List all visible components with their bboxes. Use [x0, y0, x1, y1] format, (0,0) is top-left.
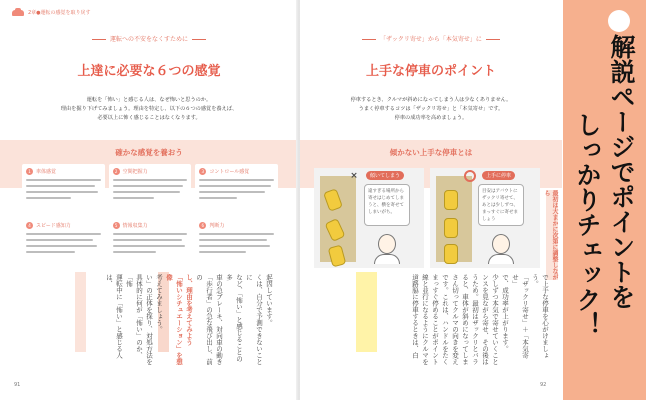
body-line: い」の正体を探り、対処方法を	[145, 274, 153, 365]
car-icon	[444, 244, 458, 264]
right-band-title: 傾かない上手な停車とは	[389, 148, 473, 157]
left-intro-line: 運転を「怖い」と感じる人は、なぜ怖いと思うのか。	[86, 97, 212, 103]
left-subtitle-text: 運転への不安をなくすために	[109, 36, 188, 43]
card-number: 6	[199, 222, 206, 229]
good-bubble: 目安はアバウトにザックリ寄せて、あとは少しずつ、まっすぐに寄せましょう	[478, 184, 524, 226]
sense-card	[22, 218, 105, 268]
sense-cards	[22, 164, 278, 268]
body-line: 車の急ブレーキ、対向車の動き	[215, 274, 223, 365]
body-line: で上手な停車を心がけましょう。	[531, 274, 549, 359]
body-line: 考えてみましょう。	[155, 274, 163, 333]
right-intro-line: 停車の成功率を高めましょう。	[394, 115, 468, 121]
page-number: 92	[540, 382, 547, 388]
car-icon	[444, 218, 458, 238]
card-number: 4	[26, 222, 33, 229]
side-note: 最初は大まかに次第に調整しながら	[543, 190, 558, 280]
body-line: 「ザックリ寄せ」＋「本気寄せ」	[511, 274, 529, 359]
left-body-text	[22, 274, 274, 368]
instructor-illustration	[374, 234, 400, 264]
card-number: 3	[199, 168, 206, 175]
bad-label: 傾いてしまう	[366, 171, 404, 180]
callout-line-1: 解説ページでポイントを	[607, 34, 636, 309]
body-line: 「歩行者」の急な飛び出し、前の	[195, 274, 213, 365]
left-intro	[30, 96, 268, 123]
right-title: 上手な停車のポイント	[365, 64, 496, 79]
chapter-header	[12, 9, 91, 16]
left-intro-line: 必要以上に怖く感じることはなくなります。	[97, 115, 201, 121]
sense-card	[195, 218, 278, 268]
callout-line-2: しっかりチェック！	[573, 112, 602, 337]
card-number: 2	[113, 168, 120, 175]
sense-card	[22, 164, 105, 214]
left-intro-line: 理由を掘り下げてみましょう。理由を特定し、以下の６つの感覚を養えば、	[60, 106, 238, 112]
body-line: 具体的に何が「怖い」のか、「怖	[125, 274, 143, 359]
sense-card	[195, 164, 278, 214]
body-line: ンスを見ながら寄せ、その後は	[481, 274, 489, 365]
cross-mark-icon: ×	[350, 171, 358, 181]
bad-bubble: 遠すぎる場所から寄せはじめてしまうと、横を寄せてしまいがち。	[364, 184, 410, 226]
body-line: 運転中に「怖い」と感じる人は、	[105, 274, 123, 359]
sense-card	[109, 164, 192, 214]
card-title: 情報収集力	[122, 223, 148, 229]
body-line: 道路脇に停車するときは、白	[411, 274, 419, 359]
body-line: し、理由を考えてみよう	[185, 274, 193, 346]
card-title: 車体感覚	[36, 169, 57, 175]
circle-mark-icon	[464, 170, 476, 182]
body-line: まっすぐ停めることがポイント	[431, 274, 439, 365]
body-line: 少しずつ本気で寄せていくこと	[491, 274, 499, 365]
instructor-illustration	[488, 234, 514, 264]
card-title: コントロール感覚	[209, 169, 250, 175]
body-line: さん切ってクルマの向きを変え	[451, 274, 459, 365]
body-line: で、成功率が上がります。	[501, 274, 509, 352]
card-title: 空間把握力	[122, 169, 148, 175]
card-number: 1	[26, 168, 33, 175]
chapter-header-text: 2章●運転の感覚を取り戻す	[28, 10, 91, 16]
left-page	[0, 0, 298, 400]
good-label: 上手に停車	[482, 171, 515, 180]
card-title: スピード感知力	[36, 223, 71, 229]
body-line: 「怖いシチュエーション」を想像	[165, 274, 183, 365]
body-line: ると、車体が斜めになってしま	[461, 274, 469, 365]
left-subtitle	[0, 34, 298, 43]
card-title: 判断力	[209, 223, 225, 229]
left-title: 上達に必要な６つの感覚	[77, 64, 221, 79]
left-band-title: 確かな感覚を養おう	[115, 148, 183, 157]
body-line: 線と並行になるようにクルマを	[421, 274, 429, 365]
body-line: うため。最初はザックリとバラ	[471, 274, 479, 365]
car-icon	[12, 10, 24, 16]
right-body-text	[314, 274, 550, 368]
right-intro	[318, 96, 544, 123]
sense-card	[109, 218, 192, 268]
right-intro-line: 停車するとき、クルマが斜めになってしまう人は少なくありません。	[350, 97, 512, 103]
right-page	[300, 0, 562, 400]
right-intro-line: うまく停車するコツは「ザックリ寄せ」と「本気寄せ」です。	[358, 106, 504, 112]
body-line: 起因しています。	[265, 274, 273, 326]
circle-bullet-icon	[608, 10, 630, 32]
body-line: くは、自分で予測できないことに	[245, 274, 263, 365]
right-subtitle	[300, 34, 562, 43]
card-number: 5	[113, 222, 120, 229]
page-number: 91	[14, 382, 21, 388]
right-subtitle-text: 「ザックリ寄せ」から「本気寄せ」に	[380, 36, 482, 43]
body-line: など、「怖い」と感じることの多	[225, 274, 243, 362]
body-line: です。これは、ハンドルをたく	[441, 274, 449, 365]
car-icon	[444, 190, 458, 210]
